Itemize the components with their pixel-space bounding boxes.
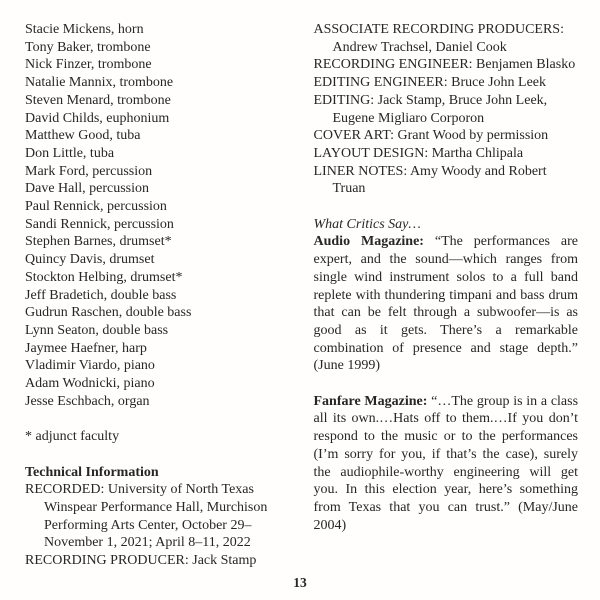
personnel-entry: Sandi Rennick, percussion: [25, 216, 174, 232]
personnel-entry: Steven Menard, trombone: [25, 92, 171, 108]
personnel-entry: Vladimir Viardo, piano: [25, 358, 155, 374]
technical-information-section: [25, 464, 290, 570]
cover-art-credit: COVER ART: Grant Wood by permission: [313, 128, 549, 144]
personnel-entry: Mark Ford, percussion: [25, 163, 153, 179]
production-credits-list: [314, 21, 579, 198]
associate-recording-producers-credit: ASSOCIATE RECORDING PRODUCERS: Andrew Trachsel, Daniel Cook: [313, 22, 564, 55]
review-source: Fanfare Magazine:: [313, 393, 428, 409]
personnel-entry: Jaymee Haefner, harp: [25, 340, 147, 356]
personnel-entry: Stephen Barnes, drumset*: [25, 234, 172, 250]
personnel-entry: Gudrun Raschen, double bass: [25, 305, 192, 321]
recorded-credit: RECORDED: University of North Texas Winspear Performance Hall, Murchison Performing Arts Center, October 29–November 1, 2021; April 8–11, 2022: [25, 482, 268, 551]
personnel-entry: Stockton Helbing, drumset*: [25, 269, 183, 285]
recording-engineer-credit: RECORDING ENGINEER: Benjamen Blasko: [313, 57, 576, 73]
personnel-entry: Quincy Davis, drumset: [25, 252, 155, 268]
personnel-list: [25, 21, 290, 410]
personnel-entry: Dave Hall, percussion: [25, 181, 150, 197]
adjunct-faculty-footnote: * adjunct faculty: [25, 429, 120, 445]
critics-section-heading: What Critics Say…: [313, 216, 421, 232]
editing-credit: EDITING: Jack Stamp, Bruce John Leek, Eugene Migliaro Corporon: [313, 92, 548, 126]
layout-design-credit: LAYOUT DESIGN: Martha Chlipala: [313, 145, 524, 161]
review-source: Audio Magazine:: [313, 234, 424, 250]
personnel-entry: Nick Finzer, trombone: [25, 57, 152, 73]
page-number: 13: [293, 575, 307, 590]
personnel-entry: Matthew Good, tuba: [25, 128, 141, 144]
personnel-entry: Don Little, tuba: [25, 145, 115, 161]
critics-section: [314, 216, 579, 535]
left-column: [25, 21, 290, 570]
personnel-entry: Jesse Eschbach, organ: [25, 393, 150, 409]
editing-engineer-credit: EDITING ENGINEER: Bruce John Leek: [313, 75, 546, 91]
review-fanfare-magazine: [314, 393, 579, 535]
personnel-entry: Lynn Seaton, double bass: [25, 322, 169, 338]
review-quote: “The performances are expert, and the sound—which ranges from single wind instrument solos to a full band replete with thundering timpani and bass drum that can be felt through a subwoofer—is as good as it gets. There’s a remarkable combination of presence and stage depth.” (June 1999): [313, 234, 578, 374]
personnel-entry: David Childs, euphonium: [25, 110, 170, 126]
personnel-entry: Jeff Bradetich, double bass: [25, 287, 177, 303]
review-audio-magazine: [314, 233, 579, 375]
personnel-entry: Paul Rennick, percussion: [25, 199, 167, 215]
personnel-entry: Stacie Mickens, horn: [25, 22, 144, 37]
personnel-entry: Tony Baker, trombone: [25, 39, 151, 55]
liner-notes-credit: LINER NOTES: Amy Woody and Robert Truan: [313, 163, 547, 197]
right-column: [314, 21, 579, 570]
personnel-entry: Adam Wodnicki, piano: [25, 376, 155, 392]
technical-information-heading: Technical Information: [25, 464, 159, 480]
recording-producer-credit: RECORDING PRODUCER: Jack Stamp: [25, 553, 257, 569]
review-quote: “…The group is in a class all its own.…Hats off to them.…If you don’t respond to the music or to the performances (I’m sorry for you, if that’s the case), surely the audiophile-worthy engineering will get you. In this election year, here’s something from Texas that you can trust.” (May/June 2004): [313, 393, 579, 533]
personnel-entry: Natalie Mannix, trombone: [25, 75, 174, 91]
